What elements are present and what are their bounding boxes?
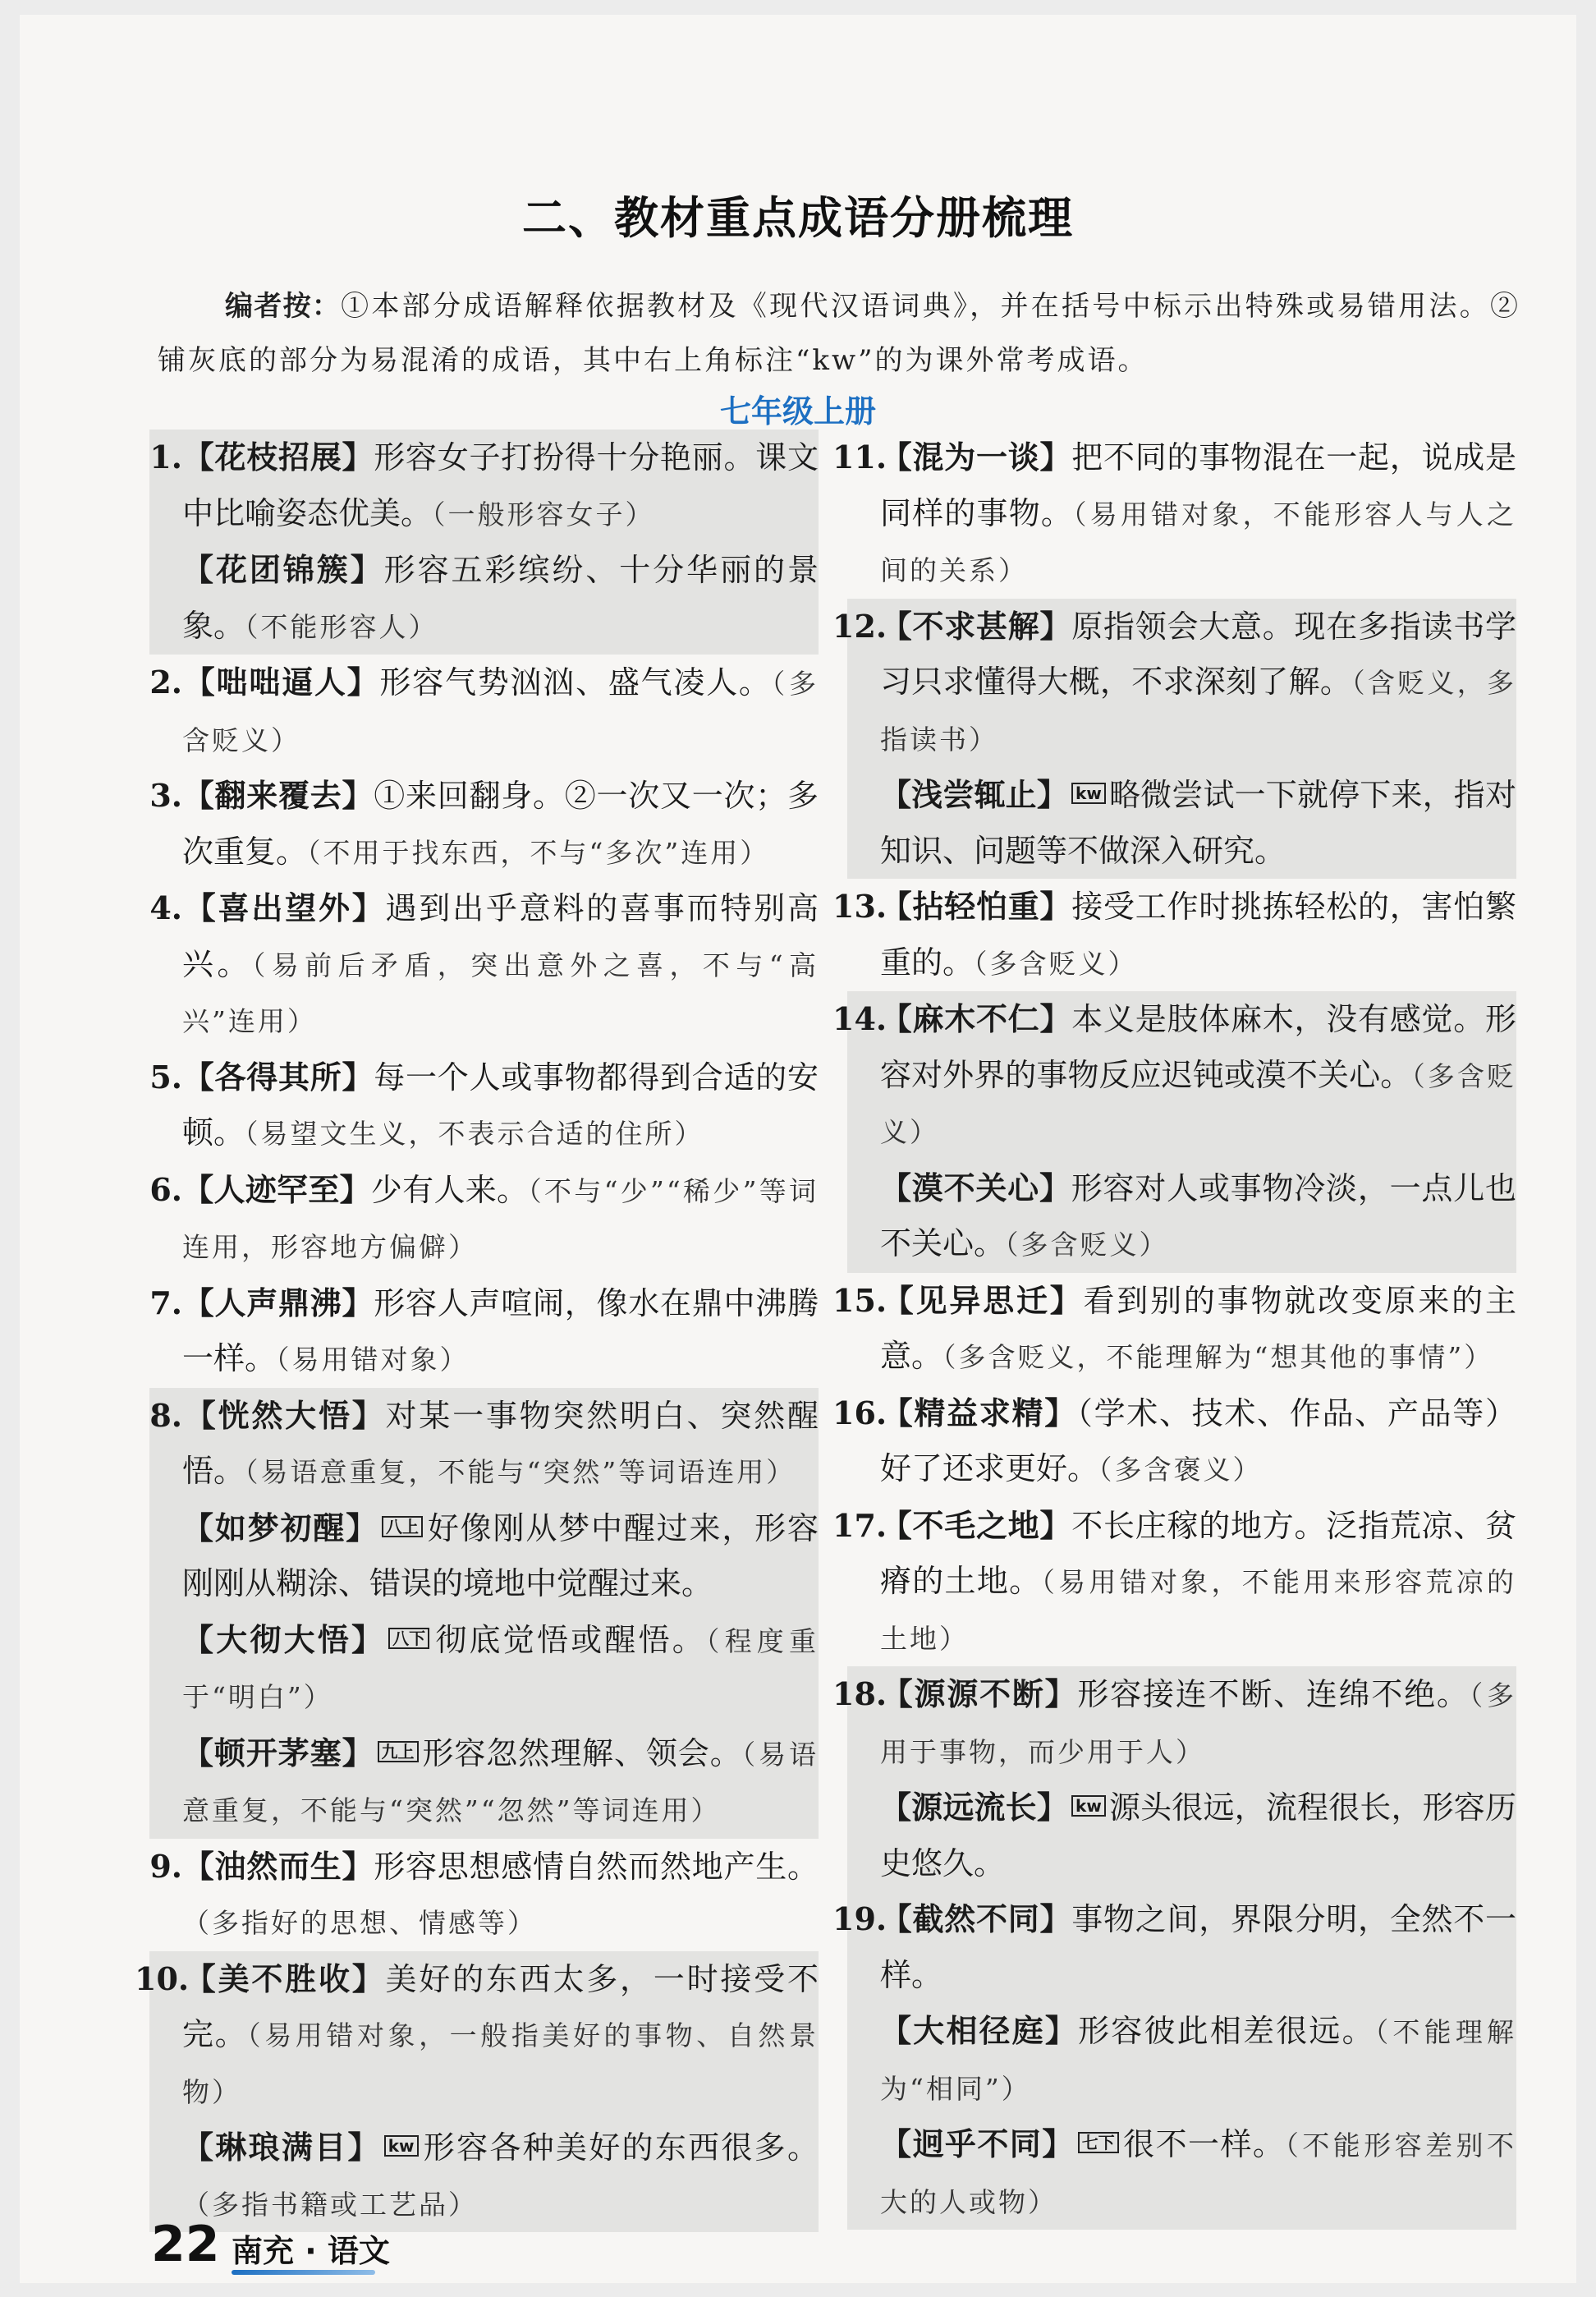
idiom-word: 【截然不同】	[880, 1900, 1072, 1937]
idiom-usage-note: （易语意重复，不能与“突然”等词语连用）	[245, 1456, 796, 1488]
idiom-definition: 好像刚从梦中醒过来，形容刚刚从糊涂、错误的境地中觉醒过来。	[182, 1509, 819, 1601]
entry-number: 8.	[149, 1396, 182, 1434]
idiom-sub-entry	[149, 2120, 819, 2232]
idiom-usage-note: （多含褒义）	[1098, 1454, 1263, 1486]
idiom-definition: 接受工作时挑拣轻松的，害怕繁重的。	[880, 889, 1516, 981]
idiom-word: 【源源不断】	[880, 1675, 1078, 1712]
idiom-word: 【如梦初醒】	[182, 1509, 378, 1546]
entry-number: 4.	[149, 889, 182, 926]
idiom-definition: 形容对人或事物冷淡，一点儿也不关心。	[880, 1169, 1516, 1261]
idiom-definition: ①来回翻身。②一次又一次；多次重复。	[182, 778, 819, 870]
idiom-word: 【不毛之地】	[880, 1506, 1072, 1544]
idiom-usage-note: （多含贬义）	[182, 668, 819, 756]
idiom-definition: 形容忽然理解、领会。	[421, 1734, 742, 1771]
idiom-usage-note: （含贬义，多指读书）	[880, 667, 1516, 756]
entry-number: 7.	[149, 1284, 182, 1321]
idiom-word: 【不求甚解】	[880, 607, 1072, 645]
footer-label: 南充 · 语文	[232, 2233, 390, 2269]
idiom-entry	[149, 1050, 819, 1162]
idiom-usage-note: （一般形容女子）	[432, 498, 655, 531]
idiom-usage-note: （易语意重复，不能与“突然”“忽然”等词连用）	[182, 1738, 819, 1826]
idiom-usage-note: （多含贬义）	[974, 947, 1138, 980]
idiom-usage-note: （易用错对象）	[276, 1344, 470, 1376]
idiom-definition: 本义是肢体麻木，没有感觉。形容对外界的事物反应迟钝或漠不关心。	[880, 1001, 1516, 1093]
idiom-definition: 原指领会大意。现在多指读书学习只求懂得大概，不求深刻了解。	[880, 608, 1516, 700]
entry-number: 9.	[149, 1847, 182, 1885]
entry-number: 2.	[149, 664, 182, 701]
idiom-entry	[149, 1839, 819, 1951]
page	[20, 15, 1576, 2283]
idiom-entry	[832, 599, 1516, 768]
idiom-definition: 形容思想感情自然而然地产生。	[374, 1848, 819, 1885]
idiom-definition: 遇到出乎意料的喜事而特别高兴。	[182, 890, 819, 982]
entry-number: 3.	[149, 777, 182, 814]
idiom-usage-note: （多含贬义，不能理解为“想其他的事情”）	[942, 1341, 1494, 1373]
page-number: 22	[151, 2216, 220, 2273]
right-column	[832, 430, 1516, 2230]
idiom-sub-entry	[149, 1725, 819, 1839]
idiom-entry	[832, 991, 1516, 1160]
idiom-definition: 形容各种美好的东西很多。	[421, 2129, 819, 2166]
idiom-definition: 很不一样。	[1121, 2126, 1286, 2162]
idiom-usage-note: （易用错对象，不能形容人与人之间的关系）	[880, 498, 1516, 586]
idiom-definition: 形容五彩缤纷、十分华丽的景象。	[182, 552, 819, 644]
idiom-tag: kw	[384, 2135, 419, 2157]
idiom-sub-entry	[149, 1500, 819, 1612]
idiom-tag: 八上	[382, 1516, 423, 1537]
idiom-word: 【大相径庭】	[880, 2012, 1079, 2049]
entry-number: 6.	[149, 1170, 182, 1208]
idiom-definition: 事物之间，界限分明，全然不一样。	[880, 1901, 1516, 1993]
idiom-sub-entry	[847, 1160, 1516, 1273]
entry-number: 14.	[832, 1000, 887, 1037]
idiom-word: 【漠不关心】	[880, 1169, 1071, 1206]
idiom-tag: kw	[1071, 783, 1106, 804]
idiom-definition: 不长庄稼的地方。泛指荒凉、贫瘠的土地。	[880, 1507, 1516, 1599]
idiom-tag: 八下	[388, 1628, 429, 1649]
entry-number: 13.	[832, 888, 887, 925]
idiom-word: 【迥乎不同】	[880, 2125, 1075, 2162]
idiom-sub-entry	[149, 1612, 819, 1725]
idiom-tag: 七下	[1078, 2132, 1119, 2153]
idiom-usage-note: （不能形容人）	[245, 610, 438, 643]
left-column	[135, 430, 819, 2232]
idiom-entry	[832, 1666, 1516, 1780]
idiom-definition: 形容气势汹汹、盛气凌人。	[379, 664, 772, 701]
idiom-word: 【美不胜收】	[182, 1959, 386, 1997]
idiom-usage-note: （多指书籍或工艺品）	[182, 2188, 478, 2221]
idiom-usage-note: （不能理解为“相同”）	[880, 2016, 1516, 2105]
entry-number: 11.	[832, 439, 887, 475]
idiom-usage-note: （多含贬义）	[1005, 1229, 1169, 1261]
idiom-tag: 九上	[378, 1741, 419, 1762]
idiom-definition: 看到别的事物就改变原来的主意。	[880, 1282, 1516, 1374]
idiom-word: 【咄咄逼人】	[182, 664, 380, 701]
idiom-entry	[149, 880, 819, 1050]
idiom-entry	[832, 1498, 1516, 1667]
idiom-usage-note: （程度重于“明白”）	[182, 1624, 819, 1713]
idiom-sub-entry	[847, 2116, 1516, 2230]
idiom-entry	[832, 1273, 1516, 1385]
editor-note	[158, 279, 1520, 388]
idiom-definition: 形容女子打扮得十分艳丽。课文中比喻姿态优美。	[182, 439, 819, 531]
idiom-entry	[149, 1275, 819, 1388]
idiom-word: 【见异思迁】	[880, 1281, 1084, 1319]
idiom-sub-entry	[847, 2003, 1516, 2116]
idiom-usage-note: （易前后矛盾，突出意外之喜，不与“高兴”连用）	[182, 949, 819, 1037]
idiom-word: 【油然而生】	[182, 1847, 374, 1885]
idiom-usage-note: （多用于事物，而少用于人）	[880, 1679, 1516, 1768]
idiom-word: 【大彻大悟】	[182, 1620, 386, 1658]
idiom-word: 【人声鼎沸】	[182, 1284, 374, 1321]
idiom-usage-note: （不与“少”“稀少”等词连用，形容地方偏僻）	[182, 1174, 819, 1263]
editor-note-text: ①本部分成语解释依据教材及《现代汉语词典》，并在括号中标示出特殊或易错用法。②铺灰底的部分为易混淆的成语，其中右上角标注“kw”的为课外常考成语。	[158, 290, 1521, 377]
idiom-sub-entry	[847, 767, 1516, 879]
idiom-word: 【麻木不仁】	[880, 1000, 1072, 1037]
entry-number: 12.	[832, 607, 887, 645]
entry-number: 1.	[149, 439, 182, 475]
entry-number: 17.	[832, 1506, 887, 1544]
idiom-entry	[149, 768, 819, 880]
idiom-word: 【混为一谈】	[880, 439, 1072, 475]
idiom-word: 【人迹罕至】	[182, 1170, 371, 1208]
idiom-definition: （学术、技术、作品、产品等）好了还求更好。	[880, 1394, 1516, 1486]
idiom-word: 【顿开茅塞】	[182, 1734, 374, 1771]
idiom-entry	[149, 1162, 819, 1275]
footer-accent-line	[232, 2270, 375, 2275]
idiom-entry	[135, 1951, 819, 2120]
entry-number: 18.	[832, 1675, 887, 1712]
idiom-entry	[832, 1385, 1516, 1498]
entry-number: 15.	[832, 1281, 887, 1319]
entry-number: 10.	[135, 1959, 190, 1997]
entry-number: 19.	[832, 1900, 887, 1937]
idiom-word: 【拈轻怕重】	[880, 888, 1072, 925]
idiom-definition: 把不同的事物混在一起，说成是同样的事物。	[880, 439, 1516, 531]
page-title: 二、教材重点成语分册梳理	[522, 191, 1074, 244]
idiom-definition: 彻底觉悟或醒悟。	[433, 1621, 706, 1658]
entry-number: 5.	[149, 1058, 182, 1096]
idiom-word: 【琳琅满目】	[182, 2129, 381, 2166]
idiom-definition: 对某一事物突然明白、突然醒悟。	[182, 1397, 819, 1489]
idiom-sub-entry	[847, 1780, 1516, 1891]
idiom-definition: 形容人声喧闹，像水在鼎中沸腾一样。	[182, 1284, 819, 1376]
editor-note-lead: 编者按：	[225, 290, 342, 323]
idiom-definition: 略微尝试一下就停下来，指对知识、问题等不做深入研究。	[880, 777, 1516, 869]
idiom-entry	[149, 655, 819, 768]
idiom-sub-entry	[149, 542, 819, 655]
idiom-word: 【浅尝辄止】	[880, 776, 1069, 813]
idiom-word: 【源远流长】	[880, 1789, 1069, 1826]
idiom-word: 【恍然大悟】	[182, 1396, 386, 1434]
idiom-usage-note: （易用错对象，一般指美好的事物、自然景物）	[182, 2019, 819, 2108]
idiom-tag: kw	[1071, 1795, 1106, 1817]
grade-heading: 七年级上册	[719, 393, 876, 430]
idiom-entry	[832, 430, 1516, 599]
idiom-word: 【花枝招展】	[182, 439, 374, 475]
entry-number: 16.	[832, 1394, 887, 1431]
idiom-usage-note: （多含贬义）	[880, 1059, 1516, 1148]
idiom-definition: 形容彼此相差很远。	[1078, 2013, 1375, 2049]
idiom-definition: 美好的东西太多，一时接受不完。	[182, 1960, 819, 2052]
idiom-definition: 源头很远，流程很长，形容历史悠久。	[880, 1789, 1516, 1881]
idiom-usage-note: （不能形容差别不大的人或物）	[880, 2129, 1516, 2218]
idiom-word: 【精益求精】	[880, 1394, 1077, 1431]
idiom-usage-note: （多指好的思想、情感等）	[182, 1907, 537, 1939]
idiom-entry	[149, 430, 819, 542]
idiom-definition: 少有人来。	[370, 1171, 529, 1208]
idiom-word: 【花团锦簇】	[182, 551, 384, 588]
idiom-entry	[832, 1891, 1516, 2003]
idiom-usage-note: （易望文生义，不表示合适的住所）	[245, 1118, 704, 1150]
idiom-entry	[832, 879, 1516, 991]
idiom-definition: 每一个人或事物都得到合适的安顿。	[182, 1059, 819, 1151]
idiom-word: 【喜出望外】	[182, 889, 386, 926]
idiom-entry	[149, 1388, 819, 1500]
idiom-definition: 形容接连不断、连绵不绝。	[1077, 1676, 1470, 1712]
idiom-word: 【各得其所】	[182, 1058, 374, 1096]
idiom-usage-note: （不用于找东西，不与“多次”连用）	[307, 836, 770, 869]
idiom-word: 【翻来覆去】	[182, 777, 374, 814]
idiom-usage-note: （易用错对象，不能用来形容荒凉的土地）	[880, 1566, 1516, 1655]
